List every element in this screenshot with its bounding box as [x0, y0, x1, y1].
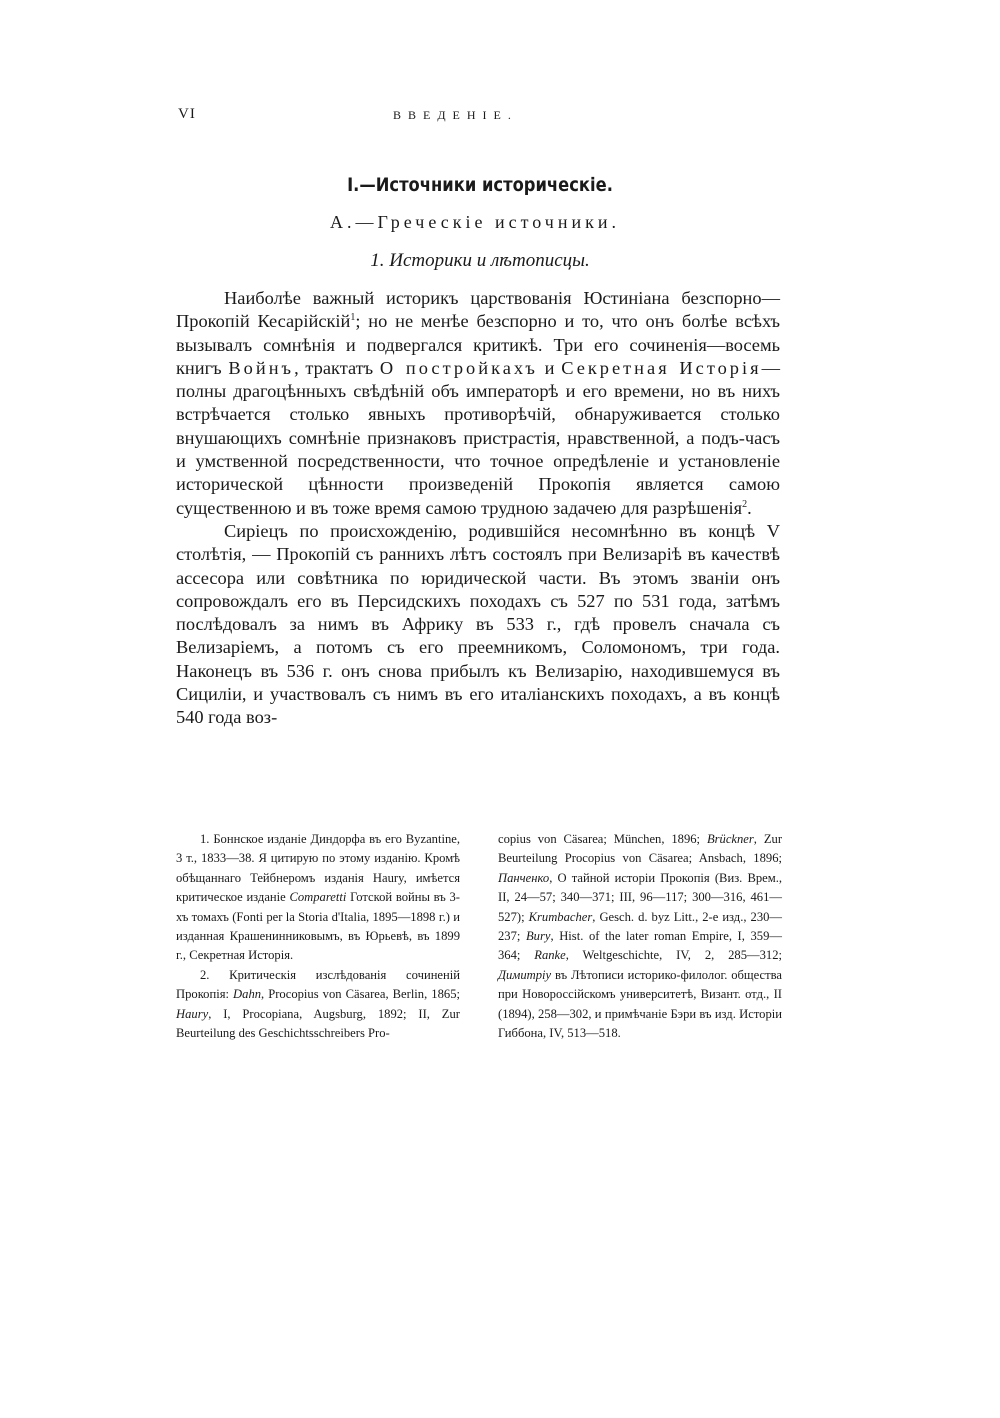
- footnote-ref-1: 1: [350, 312, 356, 324]
- page-number: VI: [178, 106, 196, 122]
- subsubsection-heading: 1. Историки и лѣтописцы.: [370, 250, 590, 271]
- section-heading: I.—Источники историческіе.: [347, 174, 613, 196]
- footnote-1: 1. Боннское изданіе Диндорфа въ его Byzantine, 3 т., 1833—38. Я цитирую по этому изданію. Кромѣ обѣщаннаго Тейбнеромъ изданія Haury, имѣется критическое изданіе Comparetti Готской войны въ 3-хъ томахъ (Fonti per la Storia d'Italia, 1895—1898 г.) и изданная Крашенинниковымъ, въ Юрьевѣ, въ 1899 г., Секретная Исторія.: [176, 832, 460, 963]
- work-title-wars: Войнъ: [228, 357, 295, 378]
- work-title-secret-history: Секретная Исторія: [561, 357, 762, 378]
- main-text: [176, 287, 780, 730]
- subsection-heading: А.—Греческіе источники.: [329, 212, 620, 232]
- footnotes-right-column: [498, 830, 782, 1043]
- footnote-2-continued: copius von Cäsarea; München, 1896; Brückner, Zur Beurteilung Procopius von Cäsarea; Ansbach, 1896; Панченко, О тайной исторіи Прокопія (Виз. Врем., II, 24—57; 340—371; III, 96—117; 300—316, 461—527); Krumbacher, Gesch. d. byz Litt., 2-е изд., 230—237; Bury, Hist. of the later roman Empire, I, 359—364; Ranke, Weltgeschichte, IV, 2, 285—312; Димитріу въ Лѣтописи историко-филолог. общества при Новороссійскомъ университетѣ, Визант. отд., II (1894), 258—302, и примѣчаніе Бэри въ изд. Исторіи Гиббона, IV, 513—518.: [498, 832, 783, 1041]
- paragraph-2: Сиріецъ по происхожденію, родившійся несомнѣнно въ концѣ V столѣтія, — Прокопій съ раннихъ лѣтъ состоялъ при Велизаріѣ въ качествѣ ассесора или совѣтника по юридической части. Въ этомъ званіи онъ сопровождалъ его въ Персидскихъ походахъ съ 527 по 531 года, затѣмъ послѣдовалъ за нимъ въ Африку въ 533 г., гдѣ провелъ сначала съ Велизаріемъ, а потомъ съ его преемникомъ, Соломономъ, три года. Наконецъ въ 536 г. онъ снова прибылъ къ Велизарію, находившемуся въ Сициліи, и участвовалъ съ нимъ въ его италіанскихъ походахъ, а въ концѣ 540 года воз-: [176, 520, 780, 728]
- footnote-2: 2. Критическія изслѣдованія сочиненій Прокопія: Dahn, Procopius von Cäsarea, Berlin, 1865; Haury, I, Procopiana, Augsburg, 1892; II, Zur Beurteilung des Geschichtsschreibers Pro-: [176, 967, 460, 1041]
- work-title-buildings: О постройкахъ: [379, 357, 538, 378]
- paragraph-1: Наиболѣе важный историкъ царствованія Юстиніана безспорно—Прокопій Кесарійскій$^1$; но не менѣе безспорно и то, что онъ болѣе всѣхъ вызывалъ сомнѣнія и подвергался критикѣ. Три его сочиненія—восемь книгъ Войнъ, трактатъ О постройкахъ и Секретная Исторія—полны драгоцѣнныхъ свѣдѣній объ императорѣ и его времени, но въ нихъ встрѣчается столько явныхъ противорѣчій, обнаруживается столько внушающихъ сомнѣніе признаковъ пристрастія, нравственной, а подъ-часъ и умственной посредственности, что точное опредѣленіе и установленіе исторической цѣнности произведеній Прокопія является самою существенною и въ тоже время самою трудною задачею для разрѣшенія$^2$.: [176, 288, 780, 518]
- running-header: [178, 106, 778, 130]
- footnotes-left-column: [176, 830, 460, 1043]
- running-title: ВВЕДЕНІЕ.: [393, 108, 518, 122]
- footnote-ref-2: 2: [742, 498, 748, 510]
